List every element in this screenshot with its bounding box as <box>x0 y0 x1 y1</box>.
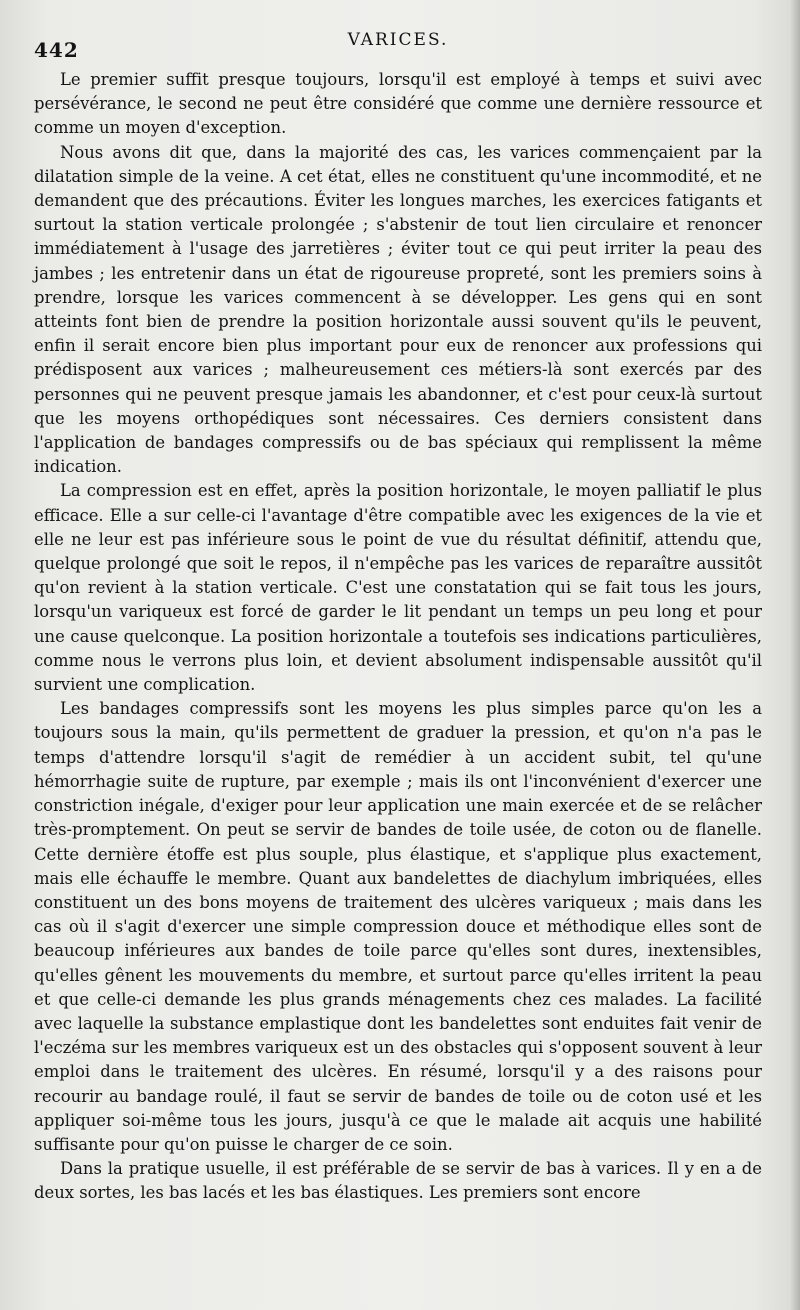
paragraph: Nous avons dit que, dans la majorité des cas, les varices commençaient par la dilatation simple de la veine. A cet état, elles ne constituent qu'une incommodité, et ne demandent que des précautions. Éviter les longues marches, les exercices fatigants et surtout la station verticale prolongée ; s'abstenir de tout lien circulaire et renoncer immédiatement à l'usage des jarretières ; éviter tout ce qui peut irriter la peau des jambes ; les entretenir dans un état de rigoureuse propreté, sont les premiers soins à prendre, lorsque les varices commencent à se développer. Les gens qui en sont atteints font bien de prendre la position horizontale aussi souvent qu'ils le peuvent, enfin il serait encore bien plus important pour eux de renoncer aux professions qui prédisposent aux varices ; malheureusement ces métiers-là sont exercés par des personnes qui ne peuvent presque jamais les abandonner, et c'est pour ceux-là surtout que les moyens orthopédiques sont nécessaires. Ces derniers consistent dans l'application de bandages compressifs ou de bas spéciaux qui remplissent la même indication. <box>34 142 762 477</box>
body-text <box>34 68 762 1206</box>
page-number: 442 <box>34 38 79 62</box>
page-edge-shadow <box>790 0 800 1310</box>
paragraph: Dans la pratique usuelle, il est préférable de se servir de bas à varices. Il y en a de deux sortes, les bas lacés et les bas élastiques. Les premiers sont encore <box>34 1159 762 1203</box>
running-title: VARICES. <box>347 30 449 50</box>
running-head <box>34 28 762 62</box>
paragraph: La compression est en effet, après la position horizontale, le moyen palliatif le plus efficace. Elle a sur celle-ci l'avantage d'être compatible avec les exigences de la vie et elle ne leur est pas inférieure sous le point de vue du résultat définitif, attendu que, quelque prolongé que soit le repos, il n'empêche pas les varices de reparaître aussitôt qu'on revient à la station verticale. C'est une constatation qui se fait tous les jours, lorsqu'un variqueux est forcé de garder le lit pendant un temps un peu long et pour une cause quelconque. La position horizontale a toutefois ses indications particulières, comme nous le verrons plus loin, et devient absolument indispensable aussitôt qu'il survient une complication. <box>34 481 762 695</box>
paragraph: Les bandages compressifs sont les moyens les plus simples parce qu'on les a toujours sous la main, qu'ils permettent de graduer la pression, et qu'on n'a pas le temps d'attendre lorsqu'il s'agit de remédier à un accident subit, tel qu'une hémorrhagie suite de rupture, par exemple ; mais ils ont l'inconvénient d'exercer une constriction inégale, d'exiger pour leur application une main exercée et de se relâcher très-promptement. On peut se servir de bandes de toile usée, de coton ou de flanelle. Cette dernière étoffe est plus souple, plus élastique, et s'applique plus exactement, mais elle échauffe le membre. Quant aux bandelettes de diachylum imbriquées, elles constituent un des bons moyens de traitement des ulcères variqueux ; mais dans les cas où il s'agit d'exercer une simple compression douce et méthodique elles sont de beaucoup inférieures aux bandes de toile parce qu'elles sont dures, inextensibles, qu'elles gênent les mouvements du membre, et surtout parce qu'elles irritent la peau et que celle-ci demande les plus grands ménagements chez ces malades. La facilité avec laquelle la substance emplastique dont les bandelettes sont enduites fait venir de l'eczéma sur les membres variqueux est un des obstacles qui s'opposent souvent à leur emploi dans le traitement des ulcères. En résumé, lorsqu'il y a des raisons pour recourir au bandage roulé, il faut se servir de bandes de toile ou de coton usé et les appliquer soi-même tous les jours, jusqu'à ce que le malade ait acquis une habilité suffisante pour qu'on puisse le charger de ce soin. <box>34 699 762 1154</box>
paragraph: Le premier suffit presque toujours, lorsqu'il est employé à temps et suivi avec persévérance, le second ne peut être considéré que comme une dernière ressource et comme un moyen d'exception. <box>34 70 762 138</box>
